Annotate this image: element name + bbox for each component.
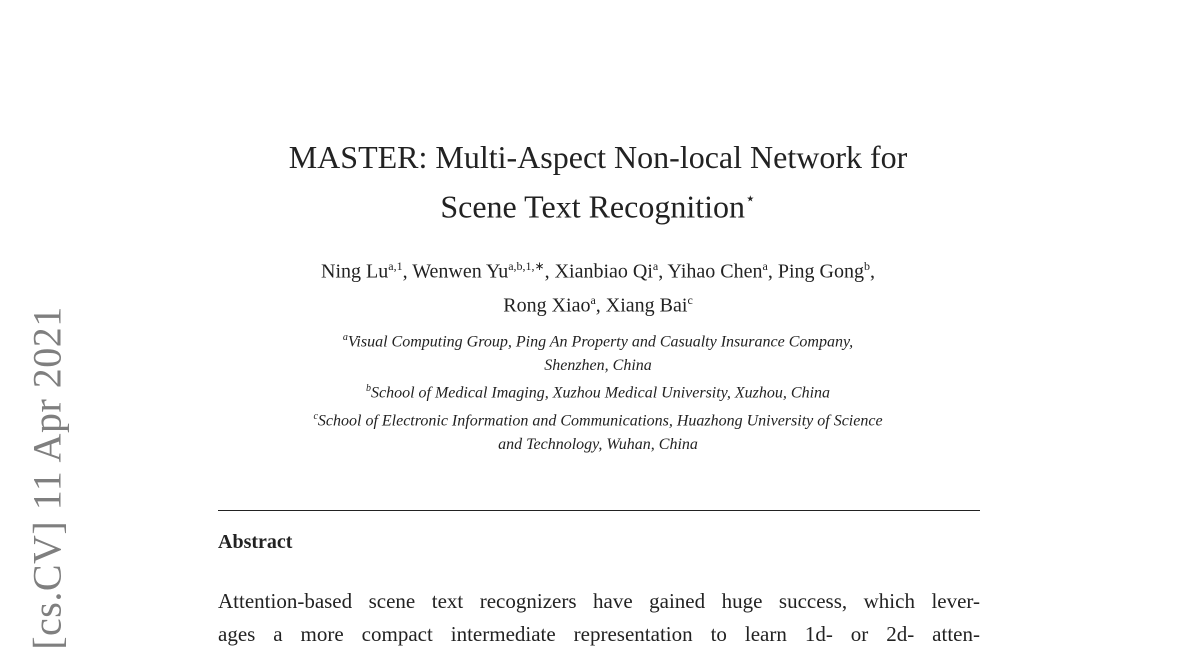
title-line-1: MASTER: Multi-Aspect Non-local Network for xyxy=(288,139,908,175)
affiliation-c-cont: and Technology, Wuhan, China xyxy=(498,435,698,453)
author-name: Yihao Chen xyxy=(667,260,763,283)
author-affil-sup: c xyxy=(687,292,693,307)
arxiv-side-stamp: [cs.CV] 11 Apr 2021 xyxy=(24,306,70,650)
abstract-body xyxy=(218,585,980,651)
affiliation-sup: a xyxy=(342,332,348,343)
affiliation-sup: c xyxy=(313,411,318,423)
author-name: Xiang Bai xyxy=(605,294,688,317)
author-name: Rong Xiao xyxy=(503,294,591,317)
abstract-heading: Abstract xyxy=(218,531,293,553)
affiliation-a xyxy=(208,326,988,354)
abstract-line: ages a more compact intermediate representation to learn 1d- or 2d- atten- xyxy=(218,622,980,646)
author-list xyxy=(218,252,978,319)
author-name: Wenwen Yu xyxy=(412,260,509,283)
affiliation-text: Visual Computing Group, Ping An Property and Casualty Insurance Company, xyxy=(347,333,854,351)
author-affil-sup: a,1 xyxy=(388,259,403,273)
author-name: Ping Gong xyxy=(777,260,864,283)
author-line-2 xyxy=(218,286,978,320)
abstract-line: Attention-based scene text recognizers have gained huge success, which lever- xyxy=(218,589,980,613)
abstract-divider xyxy=(218,510,980,511)
author-separator: , xyxy=(767,260,778,283)
author-name: Ning Lu xyxy=(321,260,389,283)
title-line-2 xyxy=(218,179,978,229)
affiliation-text: School of Electronic Information and Communications, Huazhong University of Science xyxy=(317,412,883,430)
paper-title xyxy=(218,136,978,229)
affiliation-sup: b xyxy=(365,383,371,395)
title-line-2-text: Scene Text Recognition xyxy=(440,188,745,225)
author-affil-sup: a xyxy=(652,259,659,273)
author-line-1 xyxy=(218,252,978,286)
author-affil-sup: a xyxy=(762,259,768,273)
affiliation-list xyxy=(208,326,988,456)
title-footnote-mark: ⋆ xyxy=(745,189,756,208)
author-affil-sup: a,b,1,∗ xyxy=(508,259,545,273)
author-separator: , xyxy=(595,294,606,317)
author-name: Xianbiao Qi xyxy=(554,260,653,283)
author-affil-sup: a xyxy=(590,292,596,307)
author-separator: , xyxy=(869,260,875,283)
author-separator: , xyxy=(402,260,413,283)
affiliation-c xyxy=(208,405,988,433)
author-separator: , xyxy=(658,260,668,283)
affiliation-a-cont: Shenzhen, China xyxy=(544,356,652,374)
affiliation-b xyxy=(208,377,988,405)
affiliation-text: School of Medical Imaging, Xuzhou Medical University, Xuzhou, China xyxy=(370,384,831,402)
author-affil-sup: b xyxy=(863,259,870,273)
author-separator: , xyxy=(544,260,555,283)
